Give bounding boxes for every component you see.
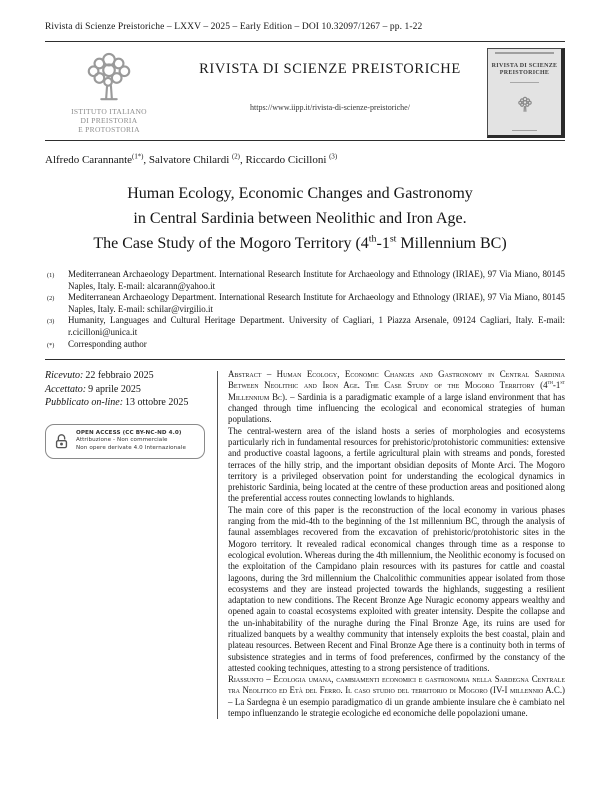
institute-logo-block [45,48,173,134]
journal-url-link[interactable]: https://www.iipp.it/rivista-di-scienze-preistoriche/ [250,103,410,112]
author-3-affil-marker: (3) [329,153,338,161]
affiliation-item [47,269,565,292]
article-title: Human Ecology, Economic Changes and Gastronomy in Central Sardinia between Neolithic and Iron Age. The Case Study of the Mogoro Territory (4th-1st Millennium BC) [93,185,507,252]
institute-name: ISTITUTO ITALIANO DI PREISTORIA E PROTOSTORIA [71,107,147,134]
abstract-paragraph-3: The main core of this paper is the reconstruction of the local economy in various phases ranging from the mid-4th to the beginning of the 1st millennium BC, through the analysis of faunal assemblages recovered from the excavation of prehistoric/protohistoric sites in the Mogoro territory. It revealed radical economical changes through time as a response to ecological evolution. Whereas during the 4th millennium, the Neolithic economy is focused on the exploitation of the Campidano plain resources with its pastures for cattle and coastal lagoons, during the 3rd millennium the Chalcolithic communities appear isolated from those ecosystems and they are instead projected towards the highlands, suggesting a resilient adaptation to new conditions. The Recent Bronze Age Nuragic economy appears wealthy and opened again to coastal ecosystems exploited with greater intensity. Despite the collapse and the un-inhabitability of the nuraghe during the Final Bronze Age, its ruins are used for ritualized banquets by a wealthy community that intensely exploits the best coastal, plain and plateau resources. Between Recent and Final Bronze Age there is a continuity both in terms of subsistence strategies and in terms of food preferences, confirmed by the constancy of the attested cooking techniques, attesting to a strong persistence of traditions. [228,504,566,673]
affiliation-text: Humanity, Languages and Cultural Heritage Department. University of Cagliari, 1 Piazza Arsenale, 09124 Cagliari, Italy. E-mail: r.cicilloni@unica.it [68,315,565,337]
accepted-date: Accettato: 9 aprile 2025 [45,383,141,395]
affiliation-marker: (*) [47,341,55,349]
riassunto-paragraph: Riassunto – Ecologia umana, cambiamenti economici e gastronomia nella Sardegna Centrale tra Neolitico ed Età del Ferro. Il caso studio del territorio di Mogoro (IV-I millennio A.C.) – La Sardegna è un esempio paradigmatico di un grande ambiente insulare che è cambiato nel tempo influenzando le strategie ecologiche ed economiche delle popolazioni umane. [228,674,565,719]
published-date: Pubblicato on-line: 13 ottobre 2025 [45,397,189,409]
abstract-paragraph-2: The central-western area of the island hosts a series of morphologies and ecosystems particularly rich in fundamental resources for prehistoric/protohistoric communities: extensive and productive coastal lagoons, a fertile agricultural plain with streams and ponds, forested terraces of the hilly strip, and the important obsidian deposits of Monte Arci. The Mogoro territory is a privileged observation point for understanding the ecological dynamics in prehistoric Sardinia, being located at the centre of these production areas and positioned along the preferential access routes connecting lowlands to highlands. [228,425,565,504]
affiliation-marker: (1) [47,272,55,279]
institute-tree-logo-icon [83,50,135,104]
column-divider [217,371,218,719]
journal-cover-thumbnail [487,48,565,138]
affiliation-item [47,315,565,338]
abstract-heading: Abstract – Human Ecology, Economic Changes and Gastronomy in Central Sardinia Between Neolithic and Iron Age. The Case Study of the Mogoro Territory (4th-1st Millennium Bc). [228,369,565,402]
affiliations-list [47,269,565,351]
affiliation-marker: (3) [47,318,55,326]
affiliation-text: Mediterranean Archaeology Department. International Research Institute for Archaeology and Ethnology (IRIAE), 97 Via Miano, 80145 Naples, Italy. E-mail: schilar@virgilio.it [68,292,565,314]
author-2: Salvatore Chilardi [148,154,230,166]
affiliations-rule [45,359,565,360]
received-date: Ricevuto: 22 febbraio 2025 [45,370,154,382]
affiliation-text: Mediterranean Archaeology Department. International Research Institute for Archaeology and Ethnology (IRIAE), 97 Via Miano, 80145 Naples, Italy. E-mail: alcarann@yahoo.it [68,269,565,291]
two-column-block [45,369,565,719]
cover-microtext-top [495,52,554,54]
open-access-badge [45,424,205,459]
affiliation-text: Corresponding author [68,338,147,349]
running-header: Rivista di Scienze Preistoriche – LXXV – 2025 – Early Edition – DOI 10.32097/1267 – pp. 1-22 [45,22,423,32]
journal-title: RIVISTA DI SCIENZE PREISTORICHE [199,61,461,77]
open-lock-icon [53,433,70,450]
abstract-column [228,369,565,719]
cover-tree-emblem-icon [517,96,533,113]
author-1: Alfredo Carannante [45,154,133,166]
riassunto-heading: Riassunto – Ecologia umana, cambiamenti economici e gastronomia nella Sardegna Centrale tra Neolitico ed Età del Ferro. Il caso studio del territorio di Mogoro (IV-I millennio A.C.) [228,674,565,696]
author-2-affil-marker: (2) [232,153,240,161]
affiliation-item [47,292,565,315]
author-3: Riccardo Cicilloni [245,154,327,166]
license-text: OPEN ACCESS (CC BY-NC-ND 4.0) Attribuzione - Non commerciale Non opere derivate 4.0 Internazionale [76,429,186,452]
masthead-center [173,48,487,115]
masthead-rule [45,140,565,141]
author-1-affil-marker: (1*) [132,153,144,161]
cover-subtitle-line [510,82,539,83]
journal-masthead [45,48,565,138]
abstract-paragraph-1: Abstract – Human Ecology, Economic Changes and Gastronomy in Central Sardinia Between Neolithic and Iron Age. The Case Study of the Mogoro Territory (4th-1st Millennium Bc). – Sardinia is a paradigmatic example of a large island environment that has changed through time influencing the ecological and economical strategies of human populations. [228,369,565,425]
affiliation-item [47,339,565,352]
authors-line: Alfredo Carannante$^{(1*)}$, Salvatore Chilardi $^{(2)}$, Riccardo Cicilloni $^{(3)}$ [45,153,338,166]
cover-microtext-bottom [512,130,537,132]
header-rule [45,41,565,42]
article-meta-column [45,369,207,719]
affiliation-marker: (2) [47,295,55,303]
cover-title: RIVISTA DI SCIENZE PREISTORICHE [491,62,558,76]
